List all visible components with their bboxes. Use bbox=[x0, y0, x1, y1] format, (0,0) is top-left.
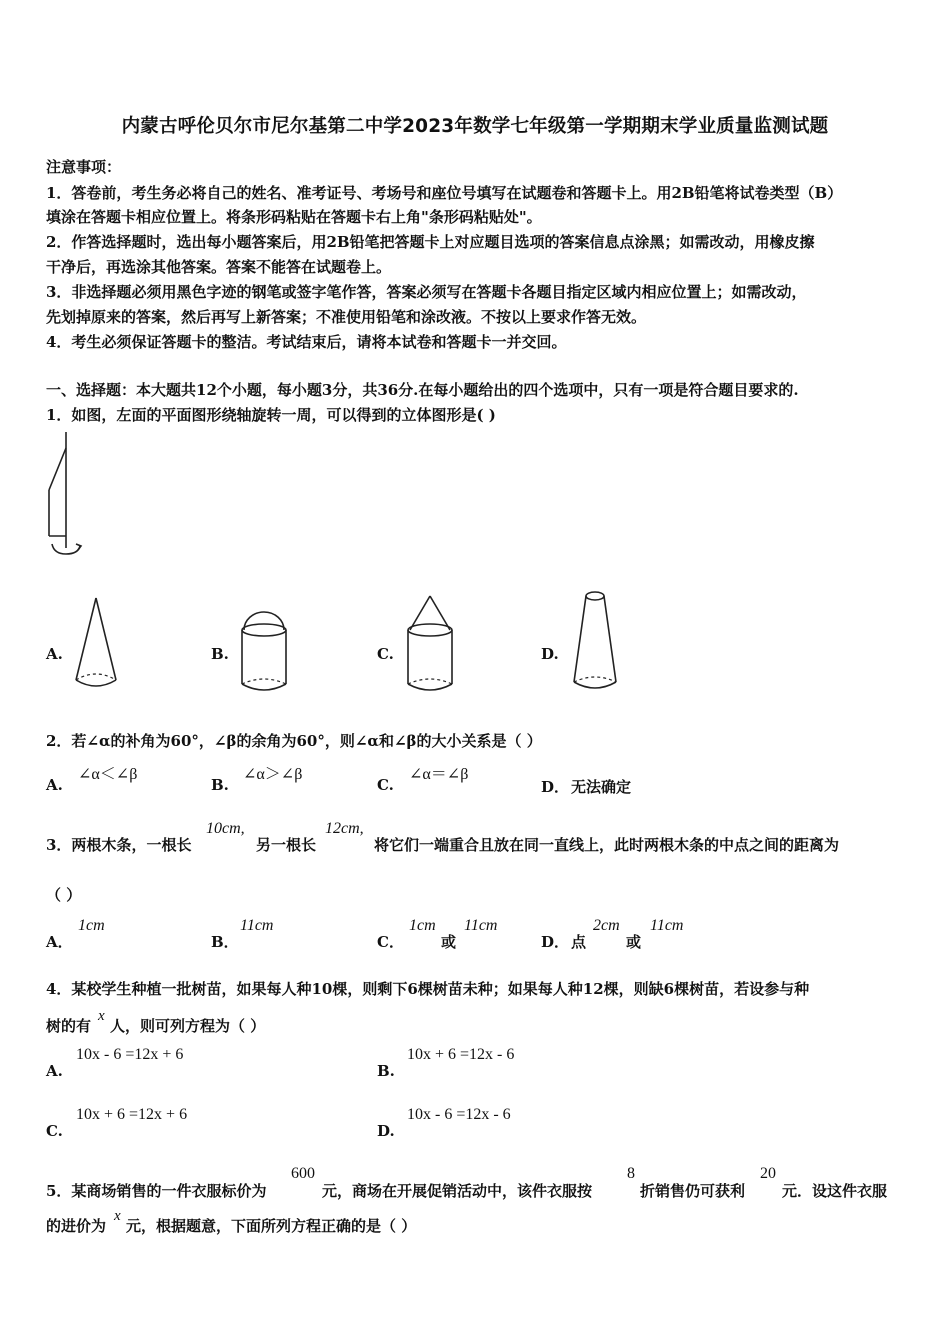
q3-option-c-value-2[interactable]: 11cm bbox=[464, 917, 498, 934]
q4-stem-line-2-end: 人，则可列方程为（ ） bbox=[110, 1017, 266, 1035]
q3-option-d-value-1[interactable]: 2cm bbox=[593, 917, 620, 934]
q4-option-b-equation[interactable]: 10x + 6 =12x - 6 bbox=[407, 1046, 515, 1063]
q5-variable: x bbox=[114, 1208, 121, 1224]
q4-variable: x bbox=[98, 1008, 105, 1024]
q1-option-b-label[interactable]: B. bbox=[211, 645, 229, 663]
q4-option-a-equation[interactable]: 10x - 6 =12x + 6 bbox=[76, 1046, 184, 1063]
q4-option-d-label[interactable]: D. bbox=[377, 1122, 395, 1140]
q3-option-c-label[interactable]: C． bbox=[377, 933, 404, 951]
q1-option-c-label[interactable]: C. bbox=[377, 645, 394, 663]
q3-stem-part-2: 另一根长 bbox=[256, 836, 317, 854]
q2-option-b-label[interactable]: B. bbox=[211, 776, 229, 794]
q3-paren: （ ） bbox=[46, 886, 82, 904]
q3-length-2: 12cm, bbox=[325, 820, 364, 837]
q3-option-b-label[interactable]: B． bbox=[211, 933, 239, 951]
q4-option-c-equation[interactable]: 10x + 6 =12x + 6 bbox=[76, 1106, 188, 1123]
q4-option-b-label[interactable]: B. bbox=[377, 1062, 395, 1080]
q3-stem-part-3: 将它们一端重合且放在同一直线上，此时两根木条的中点之间的距离为 bbox=[374, 836, 840, 854]
q2-option-d-text[interactable]: 无法确定 bbox=[571, 778, 632, 796]
q5-discount: 8 bbox=[627, 1165, 635, 1182]
q5-stem-part-4: 元．设这件衣服 bbox=[782, 1182, 888, 1200]
q1-option-d-label[interactable]: D. bbox=[541, 645, 559, 663]
q2-option-d-label[interactable]: D． bbox=[541, 778, 570, 796]
q1-stem: 1．如图，左面的平面图形绕轴旋转一周，可以得到的立体图形是( ) bbox=[46, 406, 496, 424]
q5-stem-part-1: 5．某商场销售的一件衣服标价为 bbox=[46, 1182, 267, 1200]
q5-price: 600 bbox=[291, 1165, 315, 1182]
q4-stem-line-1: 4．某校学生种植一批树苗，如果每人种10棵，则剩下6棵树苗未种；如果每人种12棵，则缺6棵树苗，若设参与种 bbox=[46, 980, 810, 998]
q5-stem-part-2: 元，商场在开展促销活动中，该件衣服按 bbox=[322, 1182, 593, 1200]
q2-option-a-label[interactable]: A. bbox=[46, 776, 63, 794]
q1-option-a-cone[interactable] bbox=[74, 596, 120, 692]
q2-option-a-text[interactable]: ∠α＜∠β bbox=[78, 766, 138, 783]
note-1-line-2: 填涂在答题卡相应位置上。将条形码粘贴在答题卡右上角"条形码粘贴处"。 bbox=[46, 208, 542, 226]
q3-option-a-text[interactable]: 1cm bbox=[78, 917, 105, 934]
q3-option-d-value-2[interactable]: 11cm bbox=[650, 917, 684, 934]
q5-stem-line-2-end: 元，根据题意，下面所列方程正确的是（ ） bbox=[126, 1217, 417, 1235]
q2-option-c-text[interactable]: ∠α＝∠β bbox=[409, 766, 469, 783]
q2-stem: 2．若∠α的补角为60°，∠β的余角为60°，则∠α和∠β的大小关系是（ ） bbox=[46, 732, 542, 750]
q2-option-c-label[interactable]: C. bbox=[377, 776, 394, 794]
q3-option-c-or: 或 bbox=[441, 933, 457, 951]
q4-stem-line-2-start: 树的有 bbox=[46, 1017, 92, 1035]
q1-plane-figure bbox=[40, 430, 90, 565]
q5-stem-line-2-start: 的进价为 bbox=[46, 1217, 107, 1235]
q3-option-d-label[interactable]: D． bbox=[541, 933, 570, 951]
q3-stem-part-1: 3．两根木条，一根长 bbox=[46, 836, 192, 854]
q1-option-b-cylinder-dome[interactable] bbox=[238, 612, 290, 694]
q4-option-c-label[interactable]: C. bbox=[46, 1122, 63, 1140]
note-3-line-2: 先划掉原来的答案，然后再写上新答案；不准使用铅笔和涂改液。不按以上要求作答无效。 bbox=[46, 308, 647, 326]
q3-option-d-or: 或 bbox=[626, 933, 642, 951]
note-1-line-1: 1．答卷前，考生务必将自己的姓名、准考证号、考场号和座位号填写在试题卷和答题卡上。用2B铅笔将试卷类型（B） bbox=[46, 184, 843, 202]
q3-option-b-text[interactable]: 11cm bbox=[240, 917, 274, 934]
q1-option-a-label[interactable]: A. bbox=[46, 645, 63, 663]
q2-option-b-text[interactable]: ∠α＞∠β bbox=[243, 766, 303, 783]
q3-option-d-prefix: 点 bbox=[571, 933, 587, 951]
q3-option-a-label[interactable]: A． bbox=[46, 933, 73, 951]
note-2-line-2: 干净后，再选涂其他答案。答案不能答在试题卷上。 bbox=[46, 258, 392, 276]
section-heading: 一、选择题：本大题共12个小题，每小题3分，共36分.在每小题给出的四个选项中，只有一项是符合题目要求的. bbox=[46, 381, 799, 399]
q5-profit: 20 bbox=[760, 1165, 776, 1182]
note-2-line-1: 2．作答选择题时，选出每小题答案后，用2B铅笔把答题卡上对应题目选项的答案信息点涂黑；如需改动，用橡皮擦 bbox=[46, 233, 815, 251]
q5-stem-part-3: 折销售仍可获利 bbox=[640, 1182, 746, 1200]
page-title: 内蒙古呼伦贝尔市尼尔基第二中学2023年数学七年级第一学期期末学业质量监测试题 bbox=[121, 116, 829, 137]
notes-heading: 注意事项： bbox=[46, 158, 122, 176]
q3-length-1: 10cm, bbox=[206, 820, 245, 837]
note-3-line-1: 3．非选择题必须用黑色字迹的钢笔或签字笔作答，答案必须写在答题卡各题目指定区域内相应位置上；如需改动， bbox=[46, 283, 807, 301]
q4-option-d-equation[interactable]: 10x - 6 =12x - 6 bbox=[407, 1106, 511, 1123]
q1-option-d-frustum[interactable] bbox=[570, 590, 620, 694]
q3-option-c-value-1[interactable]: 1cm bbox=[409, 917, 436, 934]
q4-option-a-label[interactable]: A. bbox=[46, 1062, 63, 1080]
q1-option-c-cone-cylinder[interactable] bbox=[404, 594, 456, 694]
note-4: 4．考生必须保证答题卡的整洁。考试结束后，请将本试卷和答题卡一并交回。 bbox=[46, 333, 567, 351]
